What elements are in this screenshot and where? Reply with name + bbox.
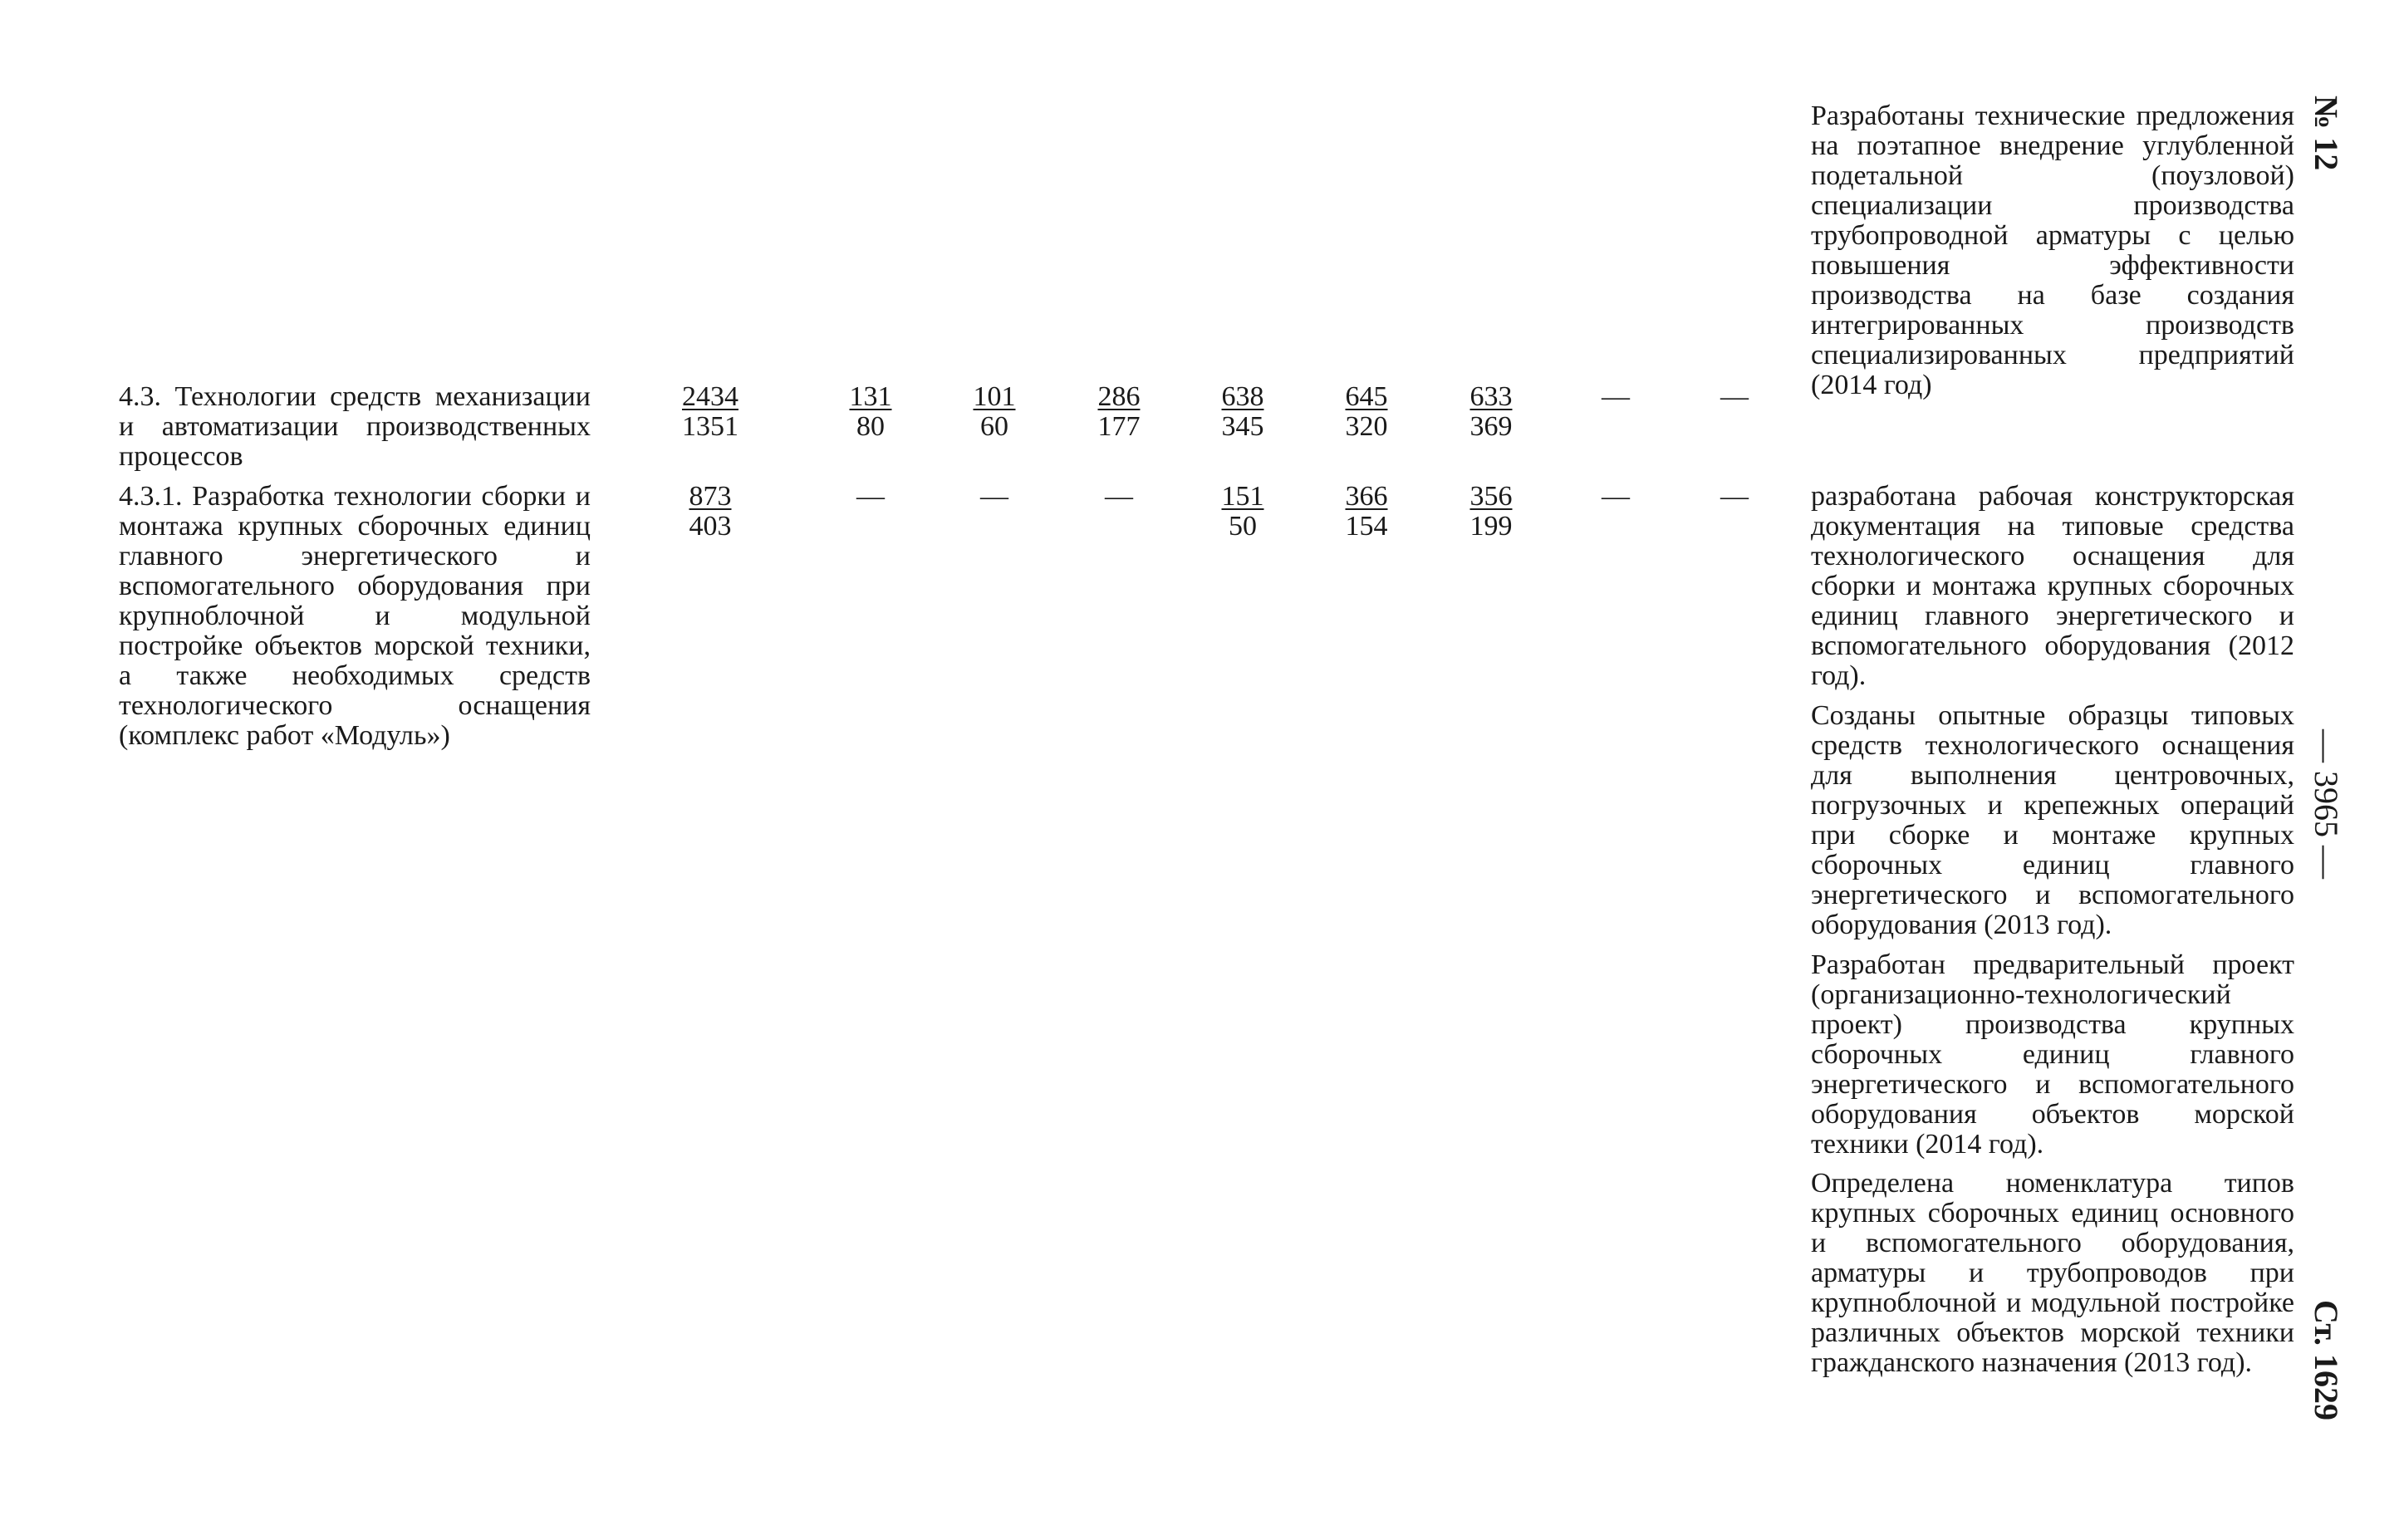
row-4-3-value-2 [825,382,916,442]
row-4-3-value-7 [1445,382,1537,442]
article-number: Ст. 1629 [2308,1300,2345,1420]
fraction-top: 356 [1469,481,1513,512]
row-4-3-dash-1: — [1602,381,1630,412]
row-4-3-value-4 [1073,382,1165,442]
fraction-bottom: 60 [980,411,1008,442]
fraction-top: 2434 [682,381,738,412]
row-4-3-dash-2: — [1720,381,1749,412]
fraction-top: 873 [689,481,732,512]
fraction-top: 366 [1345,481,1388,512]
fraction-top: 633 [1469,381,1513,412]
row-4-3-value-total [665,382,756,442]
fraction-bottom: 177 [1097,411,1141,442]
fraction-bottom: 154 [1345,511,1388,542]
row-4-3-1-label: 4.3.1. Разработка технологии сборки и монтажа крупных сборочных единиц главного энергетического и вспомогательного оборудования при крупноблочной и модульной постройке объектов морской техники, а также необходимых средств технологического оснащения (комплекс работ «Модуль») [119,481,591,751]
row-4-3-1-value-2: — [856,481,885,512]
fraction-bottom: 320 [1345,411,1388,442]
fraction-bottom: 1351 [682,411,738,442]
row-4-3-1-value-6 [1321,482,1412,542]
row-4-3-value-3 [949,382,1040,442]
issue-number: № 12 [2308,96,2345,171]
fraction-top: 286 [1097,381,1141,412]
row-4-3-1-result-4: Определена номенклатура типов крупных сборочных единиц основного и вспомогательного оборудования, арматуры и трубопроводов при крупноблочной и модульной постройке различных объектов морской техники гражданского назначения (2013 год). [1811,1168,2294,1378]
fraction-bottom: 199 [1469,511,1513,542]
fraction-bottom: 369 [1469,411,1513,442]
fraction-top: 131 [849,381,892,412]
page-number: — 3965 — [2308,729,2345,879]
fraction-top: 151 [1221,481,1264,512]
fraction-top: 638 [1221,381,1264,412]
top-result-text: Разработаны технические предложения на поэтапное внедрение углубленной подетальной (поузловой) специализации производства трубопроводной арматуры с целью повышения эффективности производства на базе создания интегрированных производств специализированных предприятий (2014 год) [1811,101,2294,400]
row-4-3-1-dash-2: — [1720,481,1749,512]
fraction-bottom: 403 [689,511,732,542]
row-4-3-1-value-3: — [980,481,1008,512]
row-4-3-1-dash-1: — [1602,481,1630,512]
fraction-bottom: 345 [1221,411,1264,442]
fraction-bottom: 80 [856,411,885,442]
row-4-3-value-6 [1321,382,1412,442]
row-4-3-label: 4.3. Технологии средств механизации и автоматизации производственных процессов [119,381,591,472]
row-4-3-1-value-7 [1445,482,1537,542]
row-4-3-1-value-4: — [1105,481,1133,512]
fraction-bottom: 50 [1229,511,1257,542]
fraction-top: 101 [973,381,1016,412]
row-4-3-value-5 [1197,382,1288,442]
row-4-3-1-result-2: Созданы опытные образцы типовых средств технологического оснащения для выполнения центровочных, погрузочных и крепежных операций при сборке и монтаже крупных сборочных единиц главного энергетического и вспомогательного оборудования (2013 год). [1811,700,2294,940]
fraction-top: 645 [1345,381,1388,412]
row-4-3-1-result-3: Разработан предварительный проект (организационно-технологический проект) производства крупных сборочных единиц главного энергетического и вспомогательного оборудования объектов морской техники (2014 год). [1811,949,2294,1160]
row-4-3-1-value-total [665,482,756,542]
row-4-3-1-value-5 [1197,482,1288,542]
row-4-3-1-result-1: разработана рабочая конструкторская документация на типовые средства технологического оснащения для сборки и монтажа крупных сборочных единиц главного энергетического и вспомогательного оборудования (2012 год). [1811,481,2294,691]
